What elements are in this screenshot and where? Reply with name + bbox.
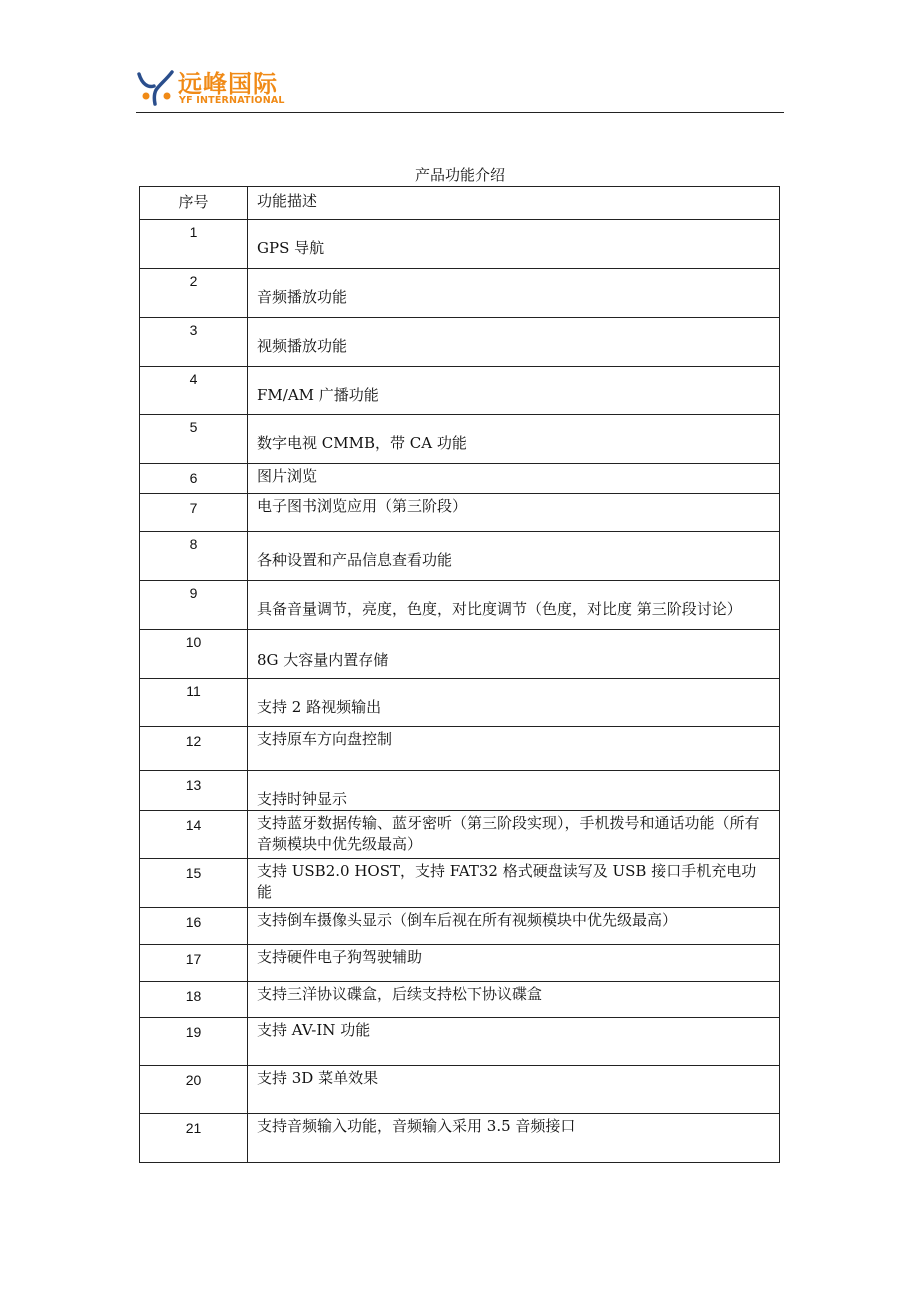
row-description-cell [248,811,780,859]
row-description-cell [248,220,780,269]
row-number-cell [140,581,248,630]
row-description: 视频播放功能 [257,337,348,355]
row-description: 各种设置和产品信息查看功能 [257,551,453,569]
row-description: 支持蓝牙数据传输、蓝牙密听（第三阶段实现），手机拨号和通话功能（所有音频模块中优先级最高） [257,814,760,853]
row-number: 9 [189,585,198,601]
yf-logo-icon [136,66,176,106]
table-row [140,494,780,532]
row-description: 电子图书浏览应用（第三阶段） [257,497,468,515]
header-divider [136,112,784,113]
row-number: 8 [189,536,198,552]
table-row [140,859,780,908]
row-description-cell [248,464,780,494]
row-number-cell [140,269,248,318]
table-row [140,581,780,630]
row-description-cell [248,1114,780,1163]
row-number: 1 [189,224,198,240]
table-row [140,908,780,945]
row-number-cell [140,727,248,771]
row-description: 支持三洋协议碟盒，后续支持松下协议碟盒 [257,985,543,1003]
row-number-cell [140,1114,248,1163]
row-number: 7 [189,500,198,516]
row-description: 图片浏览 [257,467,318,485]
row-number: 3 [189,322,198,338]
table-row [140,1114,780,1163]
table-row [140,727,780,771]
row-description-cell [248,318,780,367]
row-number: 2 [189,273,198,289]
table-row [140,220,780,269]
row-number-cell [140,859,248,908]
row-description-cell [248,1018,780,1066]
logo-english-name: YF INTERNATIONAL [179,95,285,106]
row-number-cell [140,945,248,982]
row-number-cell [140,811,248,859]
row-description: 具备音量调节，亮度，色度，对比度调节（色度，对比度 第三阶段讨论） [257,600,742,618]
table-row [140,811,780,859]
table-row [140,982,780,1018]
row-description-cell [248,727,780,771]
row-number-cell [140,220,248,269]
row-description-cell [248,415,780,464]
logo-chinese-name: 远峰国际 [178,70,278,98]
row-description: 支持 2 路视频输出 [257,698,382,716]
row-number: 16 [185,914,202,930]
row-description: 支持倒车摄像头显示（倒车后视在所有视频模块中优先级最高） [257,911,678,929]
row-description: 支持音频输入功能，音频输入采用 3.5 音频接口 [257,1117,576,1135]
document-title: 产品功能介绍 [414,166,505,184]
row-number: 11 [186,683,201,699]
table-row [140,945,780,982]
row-number-cell [140,415,248,464]
row-description: 支持硬件电子狗驾驶辅助 [257,948,423,966]
row-description-cell [248,982,780,1018]
row-number-cell [140,367,248,415]
table-row [140,1066,780,1114]
row-description-cell [248,630,780,679]
row-number: 13 [185,777,202,793]
row-description-cell [248,269,780,318]
row-number-cell [140,318,248,367]
row-number-cell [140,532,248,581]
row-description: FM/AM 广播功能 [257,386,379,404]
row-number: 20 [185,1072,202,1088]
table-header-row [140,187,780,220]
row-number: 17 [185,951,202,967]
row-number: 19 [185,1024,202,1040]
row-number: 5 [189,419,198,435]
table-row [140,771,780,811]
table-row [140,415,780,464]
row-description-cell [248,945,780,982]
table-row [140,630,780,679]
row-number: 14 [185,817,202,833]
row-number: 15 [185,865,202,881]
row-number: 12 [185,733,202,749]
row-number-cell [140,679,248,727]
table-row [140,318,780,367]
row-description: 支持 USB2.0 HOST，支持 FAT32 格式硬盘读写及 USB 接口手机充电功能 [257,862,757,901]
row-number: 4 [189,371,198,387]
table-row [140,367,780,415]
row-number: 10 [185,634,202,650]
row-description-cell [248,771,780,811]
row-description-cell [248,679,780,727]
table-row [140,464,780,494]
row-number: 21 [185,1120,202,1136]
row-description-cell [248,367,780,415]
row-description-cell [248,532,780,581]
row-number-cell [140,1066,248,1114]
row-number-cell [140,464,248,494]
column-header-number: 序号 [140,187,248,220]
row-description: 8G 大容量内置存储 [257,651,389,669]
table-row [140,532,780,581]
row-description: 支持时钟显示 [257,790,348,808]
row-description-cell [248,908,780,945]
row-description: 音频播放功能 [257,288,348,306]
row-number-cell [140,982,248,1018]
row-description-cell [248,1066,780,1114]
row-number-cell [140,494,248,532]
row-number-cell [140,630,248,679]
row-number: 6 [189,470,198,486]
row-description: GPS 导航 [257,239,325,257]
row-description-cell [248,859,780,908]
row-number-cell [140,771,248,811]
row-description: 数字电视 CMMB，带 CA 功能 [257,434,467,452]
row-number-cell [140,908,248,945]
row-description-cell [248,581,780,630]
column-header-description: 功能描述 [248,187,780,220]
row-description-cell [248,494,780,532]
row-number: 18 [185,988,202,1004]
row-number-cell [140,1018,248,1066]
table-row [140,269,780,318]
feature-table [139,186,780,1163]
row-description: 支持原车方向盘控制 [257,730,393,748]
company-logo [136,64,306,110]
row-description: 支持 3D 菜单效果 [257,1069,379,1087]
row-description: 支持 AV-IN 功能 [257,1021,371,1039]
table-row [140,679,780,727]
table-row [140,1018,780,1066]
